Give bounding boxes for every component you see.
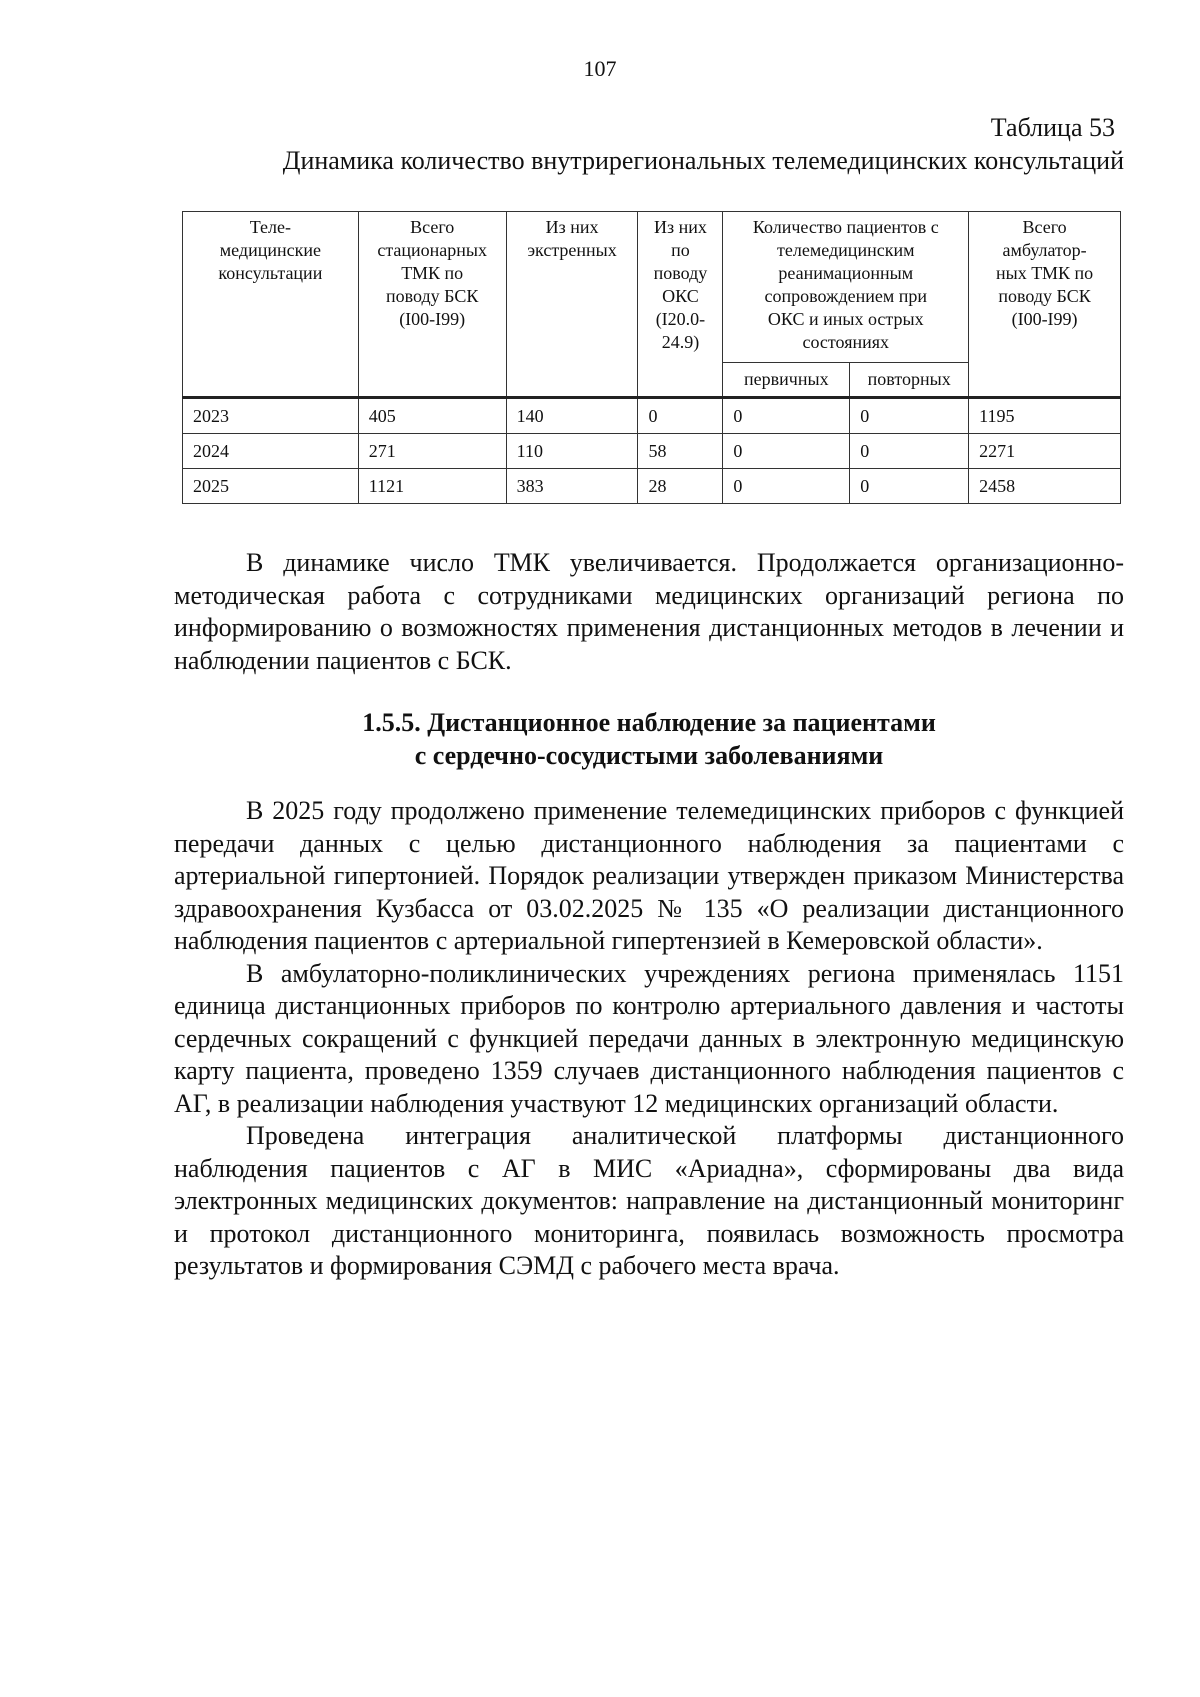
table-label: Таблица 53 bbox=[990, 113, 1115, 142]
section-heading-line: 1.5.5. Дистанционное наблюдение за пациентами bbox=[362, 708, 936, 737]
paragraph: В амбулаторно-поликлинических учреждениях региона применялась 1151 единица дистанционных приборов по контролю артериального давления и частоты сердечных сокращений с функцией передачи данных в электронную медицинскую карту пациента, проведено 1359 случаев дистанционного наблюдения пациентов с АГ, в реализации наблюдения участвуют 12 медицинских организаций области. bbox=[174, 958, 1124, 1118]
header-telemedicine: Теле- медицинские консультации bbox=[183, 212, 359, 398]
paragraph: Проведена интеграция аналитической платформы дистанционного наблюдения пациентов с АГ в МИС «Ариадна», сформированы два вида электронных медицинских документов: направление на дистанционный мониторинг и протокол дистанционного мониторинга, появилась возможность просмотра результатов и формирования СЭМД с рабочего места врача. bbox=[174, 1121, 1124, 1280]
page-number: 107 bbox=[583, 56, 617, 81]
cell-inpatient: 271 bbox=[358, 434, 506, 469]
cell-primary: 0 bbox=[723, 398, 850, 434]
header-acs: Из них по поводу ОКС (I20.0- 24.9) bbox=[638, 212, 723, 398]
cell-year: 2024 bbox=[183, 434, 359, 469]
table-row bbox=[183, 469, 1121, 504]
paragraph: В динамике число ТМК увеличивается. Продолжается организационно-методическая работа с сотрудниками медицинских организаций региона по информированию о возможностях применения дистанционных методов в лечении и наблюдении пациентов с БСК. bbox=[174, 548, 1124, 675]
cell-emergency: 110 bbox=[506, 434, 638, 469]
cell-primary: 0 bbox=[723, 469, 850, 504]
cell-acs: 58 bbox=[638, 434, 723, 469]
cell-year: 2025 bbox=[183, 469, 359, 504]
paragraph-block-main bbox=[174, 795, 1124, 1283]
paragraph: В 2025 году продолжено применение телемедицинских приборов с функцией передачи данных с целью дистанционного наблюдения за пациентами с артериальной гипертонией. Порядок реализации утвержден приказом Министерства здравоохранения Кузбасса от 03.02.2025 № 135 «О реализации дистанционного наблюдения пациентов с артериальной гипертензией в Кемеровской области». bbox=[174, 796, 1124, 955]
cell-inpatient: 405 bbox=[358, 398, 506, 434]
paragraph-block-intro bbox=[174, 547, 1124, 677]
consultations-table bbox=[182, 211, 1121, 504]
header-inpatient-total: Всего стационарных ТМК по поводу БСК (I00-I99) bbox=[358, 212, 506, 398]
section-heading-line: с сердечно-сосудистыми заболеваниями bbox=[414, 741, 884, 770]
table-row bbox=[183, 434, 1121, 469]
table-row bbox=[183, 398, 1121, 434]
header-repeat: повторных bbox=[850, 363, 969, 398]
cell-outpatient: 2458 bbox=[969, 469, 1121, 504]
cell-outpatient: 2271 bbox=[969, 434, 1121, 469]
cell-acs: 0 bbox=[638, 398, 723, 434]
cell-inpatient: 1121 bbox=[358, 469, 506, 504]
cell-repeat: 0 bbox=[850, 434, 969, 469]
cell-acs: 28 bbox=[638, 469, 723, 504]
cell-year: 2023 bbox=[183, 398, 359, 434]
cell-emergency: 383 bbox=[506, 469, 638, 504]
cell-outpatient: 1195 bbox=[969, 398, 1121, 434]
header-resuscitation-support: Количество пациентов с телемедицинским реанимационным сопровождением при ОКС и иных острых состояниях bbox=[723, 212, 969, 363]
table-title: Динамика количество внутрирегиональных телемедицинских консультаций bbox=[282, 146, 1124, 175]
cell-repeat: 0 bbox=[850, 398, 969, 434]
cell-primary: 0 bbox=[723, 434, 850, 469]
header-primary: первичных bbox=[723, 363, 850, 398]
header-emergency: Из них экстренных bbox=[506, 212, 638, 398]
header-outpatient-total: Всего амбулатор- ных ТМК по поводу БСК (I00-I99) bbox=[969, 212, 1121, 398]
cell-emergency: 140 bbox=[506, 398, 638, 434]
section-heading bbox=[174, 706, 1124, 772]
cell-repeat: 0 bbox=[850, 469, 969, 504]
